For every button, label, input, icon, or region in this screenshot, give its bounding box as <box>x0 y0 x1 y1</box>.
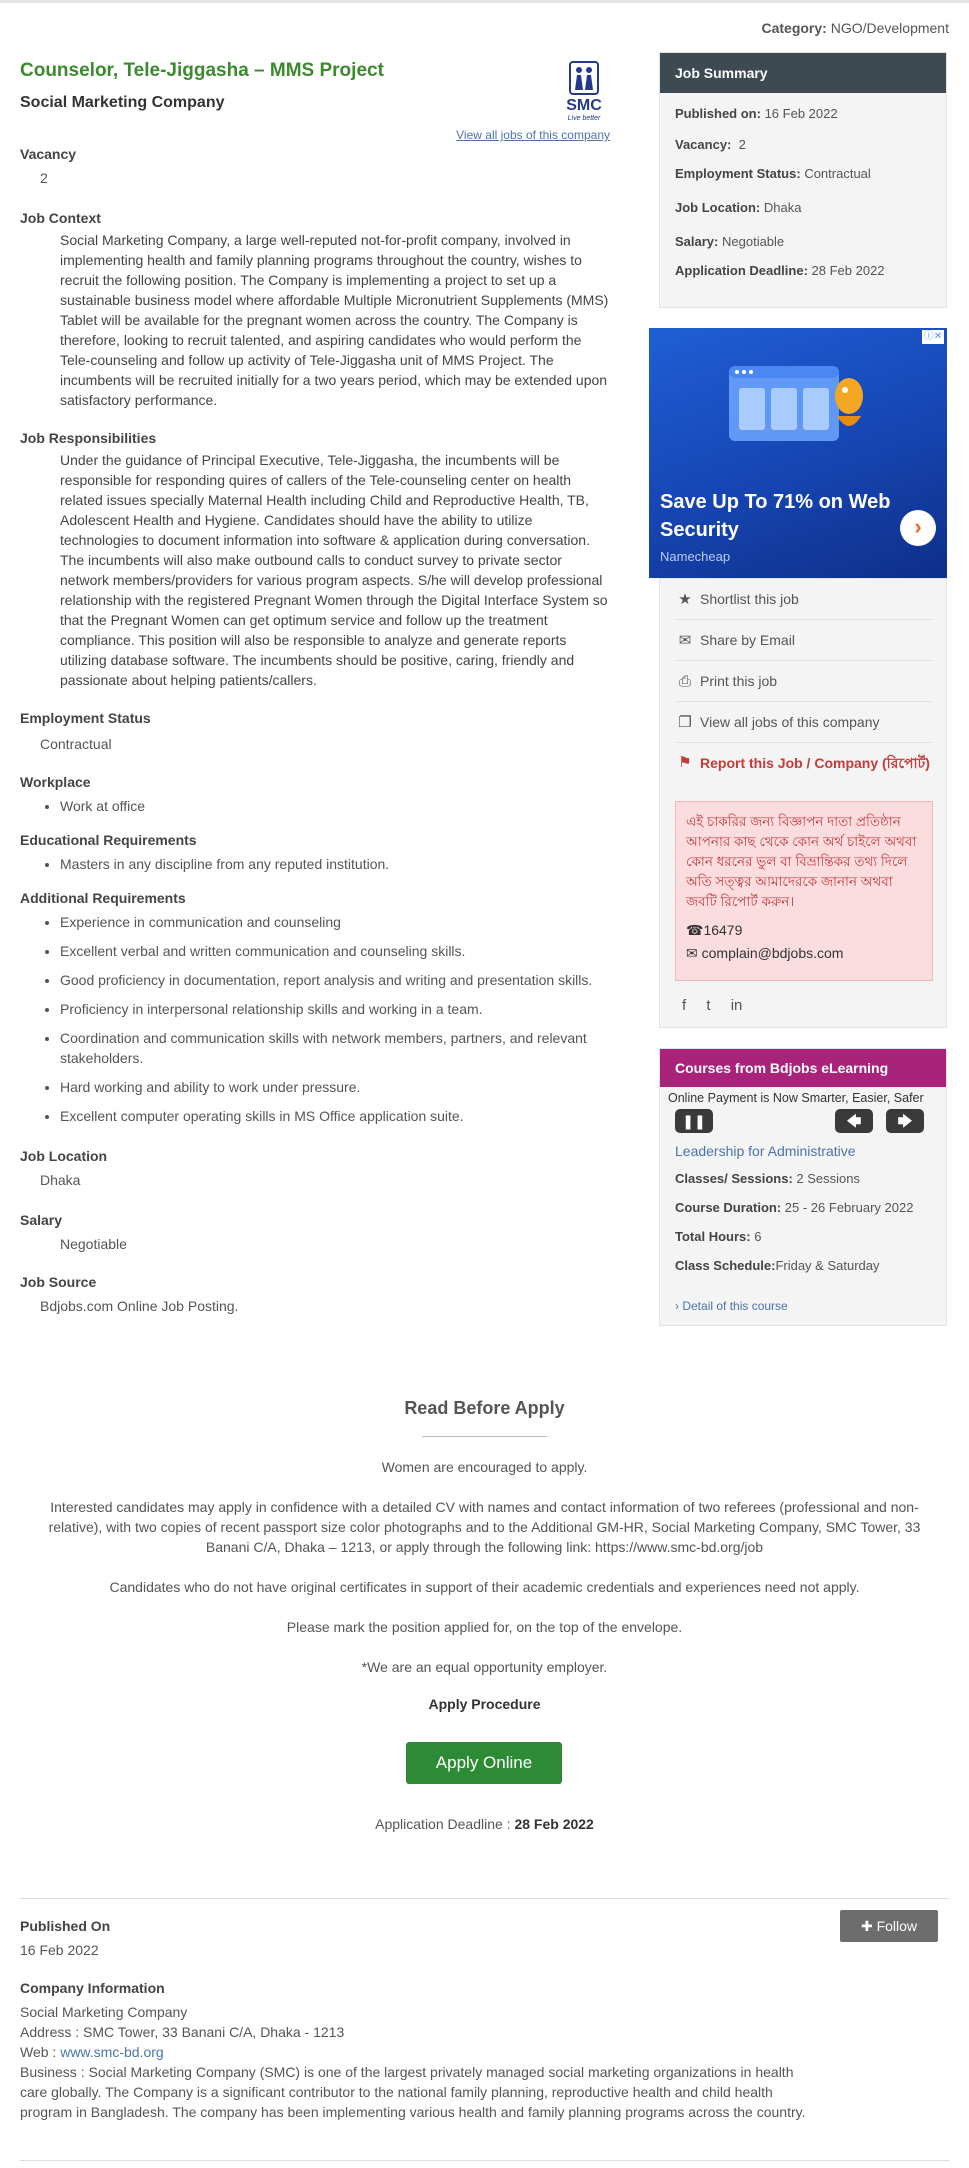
responsibilities-title: Job Responsibilities <box>20 430 157 446</box>
fraud-warning <box>675 801 933 981</box>
view-all-jobs-label: View all jobs of this company <box>700 714 880 730</box>
category-label: Category: <box>761 20 827 36</box>
vacancy-value: 2 <box>40 170 48 186</box>
course-detail-link[interactable] <box>675 1299 788 1313</box>
view-all-jobs-link[interactable]: View all jobs of this company <box>456 128 610 142</box>
summary-label: Vacancy: <box>675 137 732 152</box>
company-address: Address : SMC Tower, 33 Banani C/A, Dhaka - 1213 <box>20 2024 345 2040</box>
apply-online-button[interactable]: Apply Online <box>406 1742 562 1784</box>
web-label: Web : <box>20 2044 57 2060</box>
company-name: Social Marketing Company <box>20 94 225 111</box>
deadline-value: 28 Feb 2022 <box>514 1816 594 1832</box>
course-row <box>675 1171 860 1186</box>
published-on-title: Published On <box>20 1918 111 1934</box>
course-row <box>675 1200 913 1215</box>
prev-button[interactable]: 🡄 <box>835 1109 873 1133</box>
divider <box>20 2160 949 2161</box>
copy-icon: ❐ <box>678 714 692 731</box>
course-detail-label: Detail of this course <box>682 1299 788 1313</box>
course-title-link[interactable]: Leadership for Administrative <box>675 1143 856 1159</box>
shortlist-label: Shortlist this job <box>700 591 799 607</box>
read-before-apply-heading: Read Before Apply <box>404 1398 565 1418</box>
ad-sponsor: Namecheap <box>660 549 731 564</box>
share-email-label: Share by Email <box>700 632 795 648</box>
education-title: Educational Requirements <box>20 832 197 848</box>
courses-title: Courses from Bdjobs eLearning <box>660 1049 946 1087</box>
ad-close-icon[interactable]: ⓘ✕ <box>923 331 943 342</box>
divider <box>20 1898 949 1899</box>
summary-value: Negotiable <box>722 234 785 249</box>
apply-procedure-heading: Apply Procedure <box>428 1696 541 1712</box>
summary-value: Dhaka <box>763 200 802 215</box>
pause-button[interactable]: ❚❚ <box>675 1109 713 1133</box>
education-list <box>20 854 610 874</box>
facebook-icon[interactable]: f <box>682 997 687 1014</box>
company-info-name: Social Marketing Company <box>20 2004 188 2020</box>
hotline-number: 16479 <box>703 922 743 938</box>
list-item: • Excellent verbal and written communication and counseling skills. <box>60 941 600 961</box>
location-value: Dhaka <box>40 1172 81 1188</box>
report-label: Report this Job / Company (রিপোর্ট) <box>700 755 930 771</box>
location-title: Job Location <box>20 1148 108 1164</box>
summary-label: Job Location: <box>675 200 761 215</box>
employment-status-value: Contractual <box>40 736 112 752</box>
envelope-icon: ✉ <box>686 945 698 961</box>
summary-value: 2 <box>738 137 746 152</box>
complain-email[interactable] <box>686 945 922 962</box>
course-row <box>675 1229 761 1244</box>
employment-status-title: Employment Status <box>20 710 151 726</box>
view-all-jobs-button[interactable] <box>675 702 933 743</box>
course-label: Classes/ Sessions: <box>675 1171 793 1186</box>
job-summary-title: Job Summary <box>660 53 946 93</box>
smc-logo-icon <box>558 60 610 122</box>
source-value: Bdjobs.com Online Job Posting. <box>40 1298 239 1314</box>
summary-value: Contractual <box>804 166 871 181</box>
apply-note: *We are an equal opportunity employer. <box>361 1659 608 1675</box>
warning-text: এই চাকরির জন্য বিজ্ঞাপন দাতা প্রতিষ্ঠান আপনার কাছ থেকে কোন অর্থ চাইলে অথবা কোন ধরনের ভুল বা বিভ্রান্তিকর তথ্য দিলে অতি সত্ত্বর আমাদেরকে জানান অথবা জবটি রিপোর্ট করুন। <box>686 814 917 909</box>
apply-instructions: Interested candidates may apply in confidence with a detailed CV with names and contact information of two referees (professional and non-relative), with two copies of recent passport size color photographs and to the Additional GM-HR, Social Marketing Company, SMC Tower, 33 Banani C/A, Dhaka – 1213, or apply through the following link: https://www.smc-bd.org/job <box>48 1499 921 1555</box>
svg-text:Live better: Live better <box>567 115 601 122</box>
published-on-value: 16 Feb 2022 <box>20 1942 99 1958</box>
print-label: Print this job <box>700 673 778 689</box>
report-button[interactable] <box>675 743 933 793</box>
twitter-icon[interactable]: t <box>706 997 711 1014</box>
list-item: • Proficiency in interpersonal relationship skills and working in a team. <box>60 999 600 1019</box>
summary-label: Published on: <box>675 106 761 121</box>
category-value: NGO/Development <box>830 20 949 36</box>
print-icon: ⎙ <box>678 673 691 690</box>
advertisement-banner[interactable] <box>649 328 947 578</box>
summary-label: Employment Status: <box>675 166 801 181</box>
workplace-list <box>20 796 610 816</box>
envelope-icon: ✉ <box>678 632 692 649</box>
ad-title: Save Up To 71% on Web Security <box>660 491 891 541</box>
list-item: • Coordination and communication skills with network members, partners, and relevant stakeholders. <box>60 1028 600 1068</box>
salary-title: Salary <box>20 1212 63 1228</box>
course-label: Class Schedule: <box>675 1258 776 1273</box>
summary-row <box>660 200 801 215</box>
salary-value: Negotiable <box>60 1236 127 1252</box>
course-row <box>675 1258 879 1273</box>
list-item: • Experience in communication and counseling <box>60 912 600 932</box>
linkedin-icon[interactable]: in <box>730 997 743 1014</box>
list-item: • Good proficiency in documentation, report analysis and writing and presentation skills. <box>60 970 600 990</box>
company-info-title: Company Information <box>20 1980 165 1996</box>
shortlist-button[interactable] <box>675 579 933 620</box>
complain-email-text: complain@bdjobs.com <box>701 945 844 961</box>
job-body <box>20 146 610 1314</box>
course-value: 25 - 26 February 2022 <box>784 1200 914 1215</box>
job-details <box>20 60 610 1314</box>
vacancy-title: Vacancy <box>20 146 77 162</box>
summary-value: 16 Feb 2022 <box>764 106 838 121</box>
course-label: Total Hours: <box>675 1229 751 1244</box>
company-website-link[interactable]: www.smc-bd.org <box>60 2044 164 2060</box>
browser-illustration-icon <box>719 356 869 456</box>
workplace-title: Workplace <box>20 774 91 790</box>
apply-note: Please mark the position applied for, on the top of the envelope. <box>286 1619 683 1635</box>
plus-icon: ✚ <box>860 1918 873 1934</box>
summary-label: Salary: <box>675 234 719 249</box>
phone-icon: ☎ <box>686 922 704 938</box>
flag-icon: ⚑ <box>678 754 692 771</box>
svg-text:SMC: SMC <box>566 97 602 114</box>
context-title: Job Context <box>20 210 101 226</box>
apply-note: Women are encouraged to apply. <box>381 1459 588 1475</box>
next-button[interactable]: 🡆 <box>886 1109 924 1133</box>
job-title: Counselor, Tele-Jiggasha – MMS Project <box>20 60 384 81</box>
courses-panel <box>659 1048 947 1326</box>
deadline-label: Application Deadline : <box>375 1816 511 1832</box>
list-item: • Masters in any discipline from any reputed institution. <box>60 854 610 874</box>
summary-label: Application Deadline: <box>675 263 808 278</box>
responsibilities-text: Under the guidance of Principal Executive, Tele-Jiggasha, the incumbents will be responsible for responding quires of callers of the Tele-counseling center on health related issues specially Maternal Health including Child and Reproductive Health, TB, Adolescent Health and Hygiene. Candidates should have the ability to utilize technologies to document information into software & application during conversation. The incumbents will also make outbound calls to conduct survey to private sector network members/providers for various program aspects. S/he will develop professional relationship with the registered Pregnant Women through the Digital Interface System so that the Pregnant Women can get optimum service and follow up the treatment compliance. This position will also be responsible to analyze and generate reports utilizing database software. The incumbents should be positive, caring, friendly and passionate about helping patients/callers. <box>60 452 608 688</box>
follow-button[interactable] <box>840 1910 938 1942</box>
application-deadline <box>0 1816 969 1832</box>
summary-row <box>660 166 871 181</box>
summary-row <box>660 234 784 249</box>
print-button[interactable] <box>675 661 933 702</box>
list-item: • Hard working and ability to work under pressure. <box>60 1077 600 1097</box>
job-summary-panel <box>659 52 947 308</box>
company-web <box>20 2042 810 2062</box>
additional-title: Additional Requirements <box>20 890 186 906</box>
job-actions-panel <box>659 578 947 1028</box>
apply-note: Candidates who do not have original certificates in support of their academic credentials and experiences need not apply. <box>109 1579 860 1595</box>
chevron-right-icon: › <box>675 1299 679 1313</box>
social-links <box>682 997 758 1014</box>
course-label: Course Duration: <box>675 1200 782 1215</box>
list-item: • Excellent computer operating skills in MS Office application suite. <box>60 1106 600 1126</box>
list-item: • Work at office <box>60 796 610 816</box>
course-value: Friday & Saturday <box>775 1258 880 1273</box>
company-logo[interactable] <box>558 60 610 122</box>
category-line <box>761 20 949 36</box>
company-business: Business : Social Marketing Company (SMC) is one of the largest privately managed social marketing organizations in health care globally. The Company is a significant contributor to the national family planning, reproductive health and child health program in Bangladesh. The company has been implementing various health and family planning programs across the country. <box>20 2064 806 2120</box>
source-title: Job Source <box>20 1274 97 1290</box>
top-border <box>0 0 969 3</box>
summary-row <box>660 137 746 152</box>
heading-divider <box>422 1436 547 1437</box>
payment-marquee: Online Payment is Now Smarter, Easier, Safer <box>668 1091 924 1105</box>
summary-row <box>660 263 885 278</box>
course-value: 6 <box>754 1229 762 1244</box>
summary-row <box>660 106 838 121</box>
hotline <box>686 922 922 939</box>
summary-value: 28 Feb 2022 <box>811 263 885 278</box>
course-value: 2 Sessions <box>796 1171 861 1186</box>
additional-list <box>20 912 610 1126</box>
follow-label: Follow <box>876 1918 918 1934</box>
context-text: Social Marketing Company, a large well-reputed not-for-profit company, involved in implementing health and family planning programs throughout the country, wishes to recruit the following position. The Company is implementing a project to set up a sustainable business model where affordable Multiple Micronutrient Supplements (MMS) Tablet will be available for the pregnant women across the country. The Company is therefore, looking to recruit talented, and aspiring candidates who would perform the Tele-counseling and follow up activity of Tele-Jiggasha unit of MMS Project. The incumbents will be recruited initially for a two years period, which may be extended upon satisfactory performance. <box>60 232 609 408</box>
share-email-button[interactable] <box>675 620 933 661</box>
star-icon: ★ <box>678 591 692 608</box>
ad-arrow-icon[interactable]: › <box>900 510 936 546</box>
